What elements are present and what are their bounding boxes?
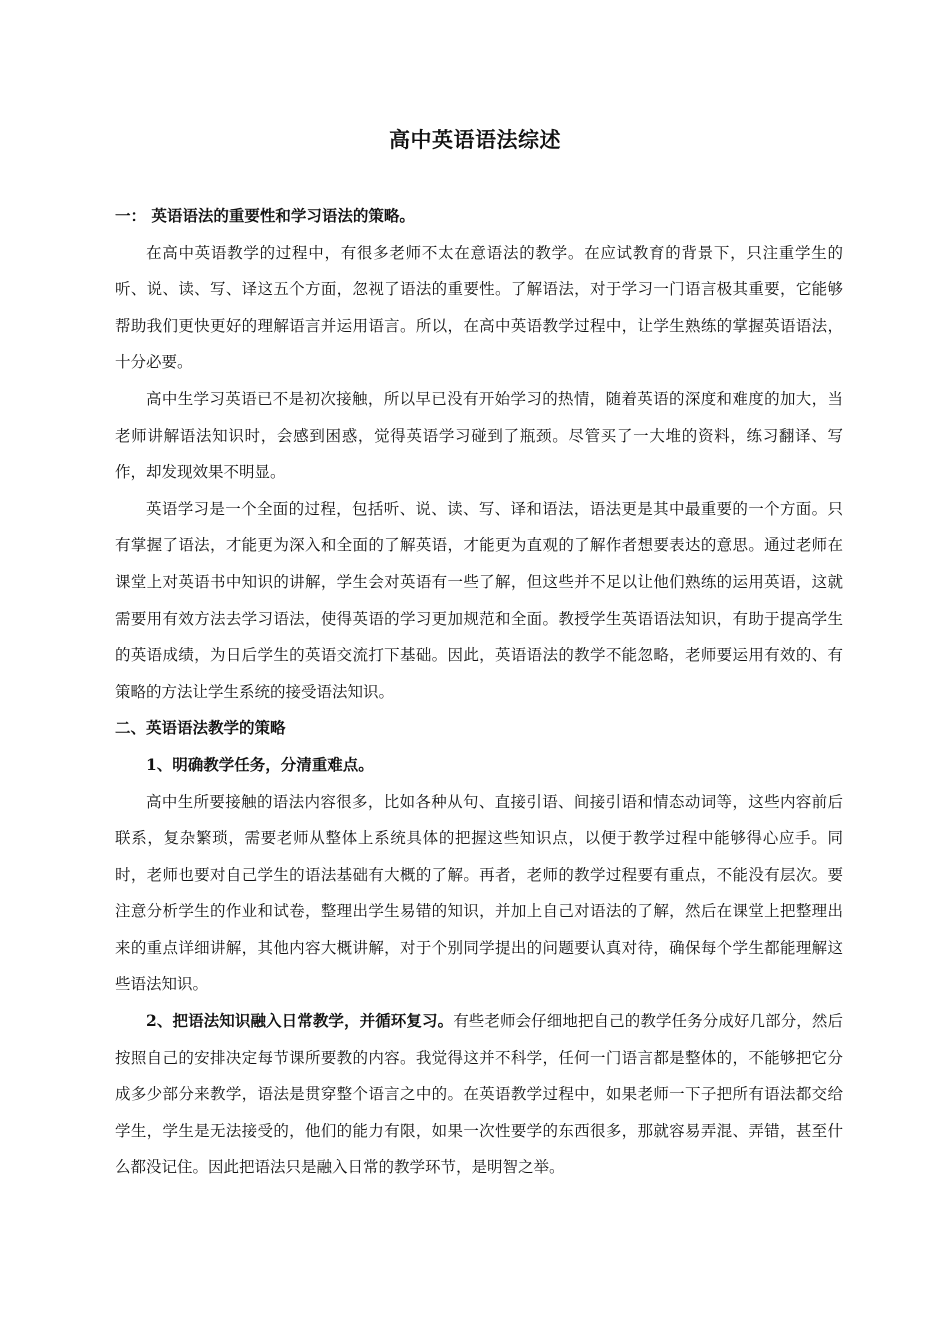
section-1-paragraph-1: 在高中英语教学的过程中，有很多老师不太在意语法的教学。在应试教育的背景下，只注重学生的听、说、读、写、译这五个方面，忽视了语法的重要性。了解语法，对于学习一门语言极其重要，它能够帮助我们更快更好的理解语言并运用语言。所以，在高中英语教学过程中，让学生熟练的掌握英语语法，十分必要。 (115, 243, 843, 372)
section-1-paragraph-3: 英语学习是一个全面的过程，包括听、说、读、写、译和语法，语法更是其中最重要的一个方面。只有掌握了语法，才能更为深入和全面的了解英语，才能更为直观的了解作者想要表达的意思。通过老师在课堂上对英语书中知识的讲解，学生会对英语有一些了解，但这些并不足以让他们熟练的运用英语，这就需要用有效方法去学习语法，使得英语的学习更加规范和全面。教授学生英语语法知识，有助于提高学生的英语成绩，为日后学生的英语交流打下基础。因此，英语语法的教学不能忽略，老师要运用有效的、有策略的方法让学生系统的接受语法知识。 (115, 499, 843, 701)
document-body (115, 198, 843, 1186)
section-2-heading: 二、英语语法教学的策略 (115, 718, 286, 738)
subsection-1-paragraph: 高中生所要接触的语法内容很多，比如各种从句、直接引语、间接引语和情态动词等，这些内容前后联系，复杂繁琐，需要老师从整体上系统具体的把握这些知识点，以便于教学过程中能够得心应手。同时，老师也要对自己学生的语法基础有大概的了解。再者，老师的教学过程要有重点，不能没有层次。要注意分析学生的作业和试卷，整理出学生易错的知识，并加上自己对语法的了解，然后在课堂上把整理出来的重点详细讲解，其他内容大概讲解，对于个别同学提出的问题要认真对待，确保每个学生都能理解这些语法知识。 (115, 792, 843, 994)
section-1-paragraph-2: 高中生学习英语已不是初次接触，所以早已没有开始学习的热情，随着英语的深度和难度的加大，当老师讲解语法知识时，会感到困惑，觉得英语学习碰到了瓶颈。尽管买了一大堆的资料，练习翻译、写作，却发现效果不明显。 (115, 389, 843, 482)
subsection-1-heading: 1、明确教学任务，分清重难点。 (146, 754, 374, 774)
section-1-heading: 一： 英语语法的重要性和学习语法的策略。 (115, 206, 415, 225)
subsection-2-text: 有些老师会仔细地把自己的教学任务分成好几部分，然后按照自己的安排决定每节课所要教的内容。我觉得这并不科学，任何一门语言都是整体的，不能够把它分成多少部分来教学，语法是贯穿整个语言之中的。在英语教学过程中，如果老师一下子把所有语法都交给学生，学生是无法接受的，他们的能力有限，如果一次性要学的东西很多，那就容易弄混、弄错，甚至什么都没记住。因此把语法只是融入日常的教学环节，是明智之举。 (115, 1012, 843, 1177)
document-title: 高中英语语法综述 (389, 127, 561, 152)
subsection-2-lead: 2、把语法知识融入日常教学，并循环复习。 (146, 1011, 454, 1031)
subsection-2-paragraph (115, 1003, 843, 1186)
